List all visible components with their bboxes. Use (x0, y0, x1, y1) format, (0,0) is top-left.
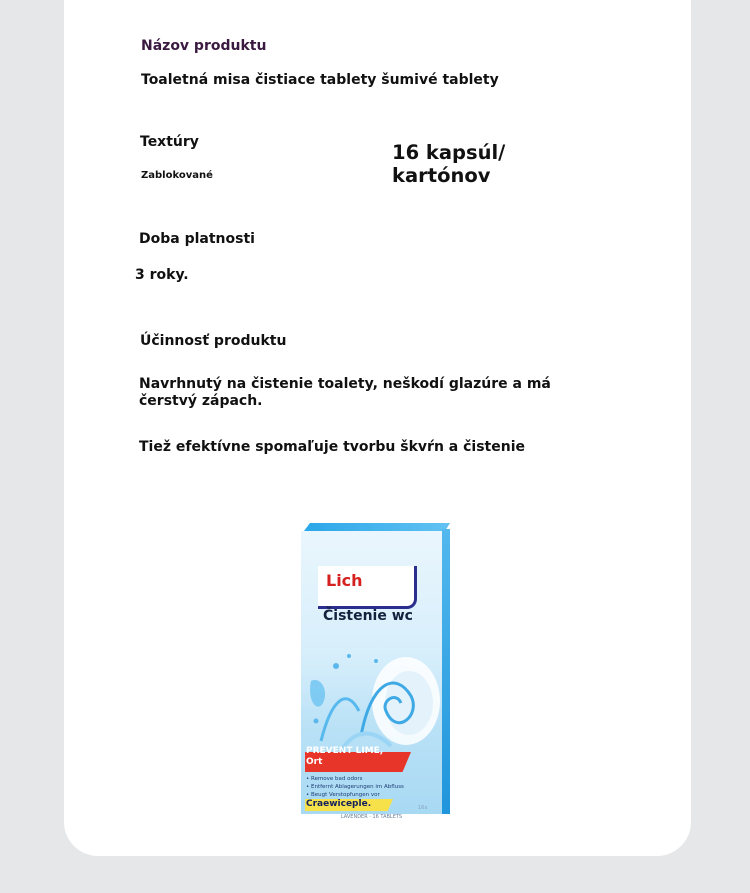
box-bullet-3: • Beugt Verstopfungen vor (306, 792, 380, 798)
shelf-life-label: Doba platnosti (139, 231, 255, 247)
brand-frame (318, 566, 417, 609)
product-box-image (301, 523, 450, 820)
pack-size-line1: 16 kapsúl/ (392, 141, 506, 164)
yellow-label-text: Craewiceple. (306, 799, 372, 809)
box-front (301, 531, 442, 820)
product-name-label: Názov produktu (141, 38, 267, 54)
box-bullet-2: • Entfernt Ablagerungen im Abfluss (306, 784, 404, 790)
box-side-edge (442, 529, 450, 814)
promo-text-line2: Ort (306, 757, 323, 767)
effect-line-3: Tiež efektívne spomaľuje tvorbu škvŕn a čistenie (139, 439, 525, 455)
promo-text-line1: PREVENT LIME, (306, 746, 384, 756)
product-name-value: Toaletná misa čistiace tablety šumivé tablety (141, 72, 499, 88)
water-splash-illustration (301, 641, 442, 761)
brand-logo: Lich (326, 571, 363, 590)
tablet-count-mark: 16x (418, 805, 428, 811)
box-product-name: Čistenie wc (323, 608, 413, 624)
shelf-life-value: 3 roky. (135, 267, 189, 283)
box-bullet-1: • Remove bad odors (306, 776, 363, 782)
effect-line-2: čerstvý zápach. (139, 393, 263, 409)
pack-size-line2: kartónov (392, 164, 491, 187)
texture-value: Zablokované (141, 170, 213, 181)
texture-label: Textúry (140, 134, 199, 150)
box-bottom-strip: LAVENDER · 16 TABLETS (340, 814, 403, 820)
effect-label: Účinnosť produktu (140, 333, 287, 349)
effect-line-1: Navrhnutý na čistenie toalety, neškodí glazúre a má (139, 376, 551, 392)
